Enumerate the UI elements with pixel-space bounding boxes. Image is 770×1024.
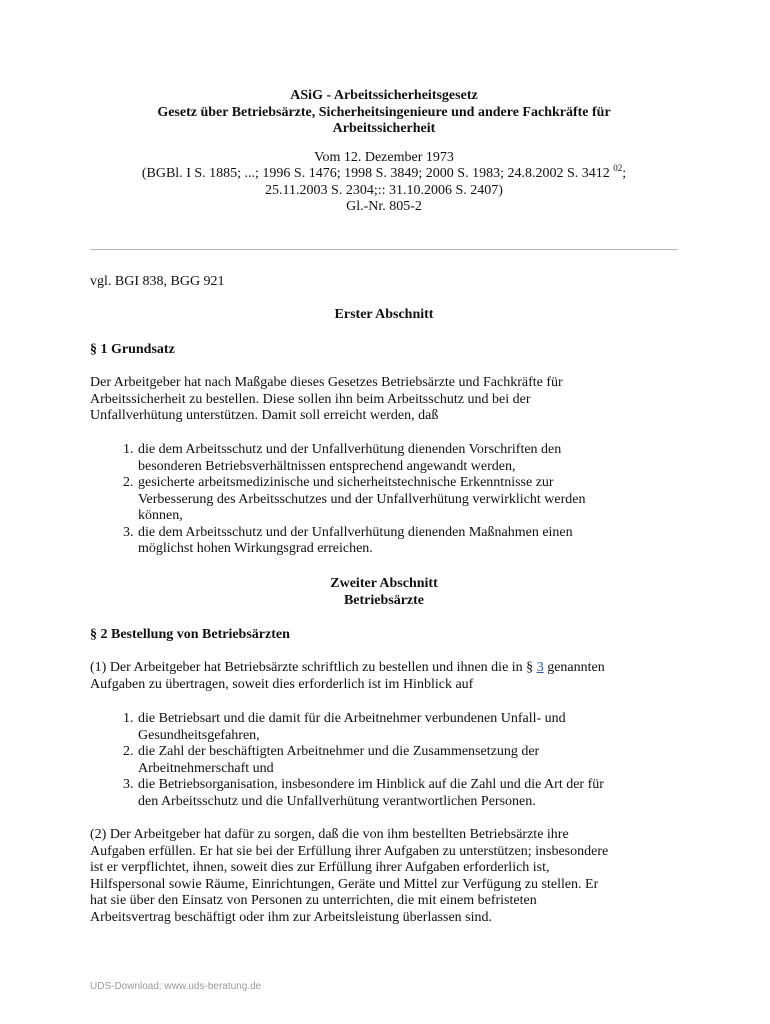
- list-item-line: können,: [138, 508, 183, 523]
- body-line: Der Arbeitgeber hat nach Maßgabe dieses Gesetzes Betriebsärzte und Fachkräfte für: [90, 375, 563, 390]
- paragraph-2-1: [90, 660, 678, 693]
- horizontal-divider: [90, 249, 678, 250]
- body-text: genannten: [543, 660, 605, 675]
- section-heading-line: Zweiter Abschnitt: [330, 576, 438, 591]
- body-line-with-link: [90, 660, 678, 677]
- list-item-line: Gesundheitsgefahren,: [138, 727, 260, 743]
- section-3-link[interactable]: 3: [536, 660, 544, 675]
- list-item: [137, 475, 725, 525]
- title-line: Arbeitssicherheit: [332, 121, 436, 136]
- body-line: (2) Der Arbeitgeber hat dafür zu sorgen, daß die von ihm bestellten Betriebsärzte ihre: [90, 827, 569, 842]
- title-line: Gesetz über Betriebsärzte, Sicherheitsingenieure und andere Fachkräfte für: [157, 104, 611, 120]
- gl-number: Gl.-Nr. 805-2: [346, 199, 422, 214]
- list-item-line: 1. die Betriebsart und die damit für die Arbeitnehmer verbundenen Unfall- und: [138, 711, 566, 726]
- list-item-line: Arbeitnehmerschaft und: [138, 760, 274, 776]
- body-line: Aufgaben zu übertragen, soweit dies erforderlich ist im Hinblick auf: [90, 676, 474, 692]
- law-metadata: [90, 150, 678, 216]
- bgbl-superscript: 02: [613, 163, 623, 173]
- section-1-list: [90, 442, 725, 558]
- paragraph-1-body: [90, 375, 678, 425]
- bgbl-citation-line: [90, 163, 678, 183]
- paragraph-title-1: § 1 Grundsatz: [90, 342, 175, 357]
- download-footer: UDS-Download: www.uds-beratung.de: [90, 981, 262, 992]
- section-heading-2: [90, 576, 678, 609]
- body-line: ist er verpflichtet, ihnen, soweit dies zur Erfüllung ihrer Aufgaben erforderlich ist,: [90, 860, 550, 875]
- list-item: [137, 744, 725, 777]
- bgbl-citation-text: (BGBl. I S. 1885; ...; 1996 S. 1476; 1998 S. 3849; 2000 S. 1983; 24.8.2002 S. 3412: [141, 166, 614, 181]
- title-line: ASiG - Arbeitssicherheitsgesetz: [290, 88, 478, 103]
- paragraph-title-2: § 2 Bestellung von Betriebsärzten: [90, 627, 290, 642]
- section-heading-line: Betriebsärzte: [343, 592, 425, 608]
- list-item-line: 1. die dem Arbeitsschutz und der Unfallverhütung dienenden Vorschriften den: [138, 442, 562, 457]
- body-line: Aufgaben erfüllen. Er hat sie bei der Erfüllung ihrer Aufgaben zu unterstützen; insbesondere: [90, 843, 609, 859]
- list-item-line: möglichst hohen Wirkungsgrad erreichen.: [138, 541, 373, 556]
- body-line: Unfallverhütung unterstützen. Damit soll erreicht werden, daß: [90, 408, 439, 423]
- list-item-line: 2. gesicherte arbeitsmedizinische und sicherheitstechnische Erkenntnisse zur: [138, 475, 554, 490]
- body-text: (1) Der Arbeitgeber hat Betriebsärzte schriftlich zu bestellen und ihnen die in §: [90, 660, 537, 675]
- section-heading-1: Erster Abschnitt: [334, 307, 434, 322]
- list-item-line: 2. die Zahl der beschäftigten Arbeitnehmer und die Zusammensetzung der: [138, 744, 540, 759]
- section-2-list: [90, 711, 725, 810]
- law-date: Vom 12. Dezember 1973: [314, 149, 454, 165]
- list-item-line: besonderen Betriebsverhältnissen entsprechend angewandt werden,: [138, 458, 516, 474]
- list-item-line: den Arbeitsschutz und die Unfallverhütung verantwortlichen Personen.: [138, 793, 536, 809]
- paragraph-2-2: [90, 827, 678, 926]
- body-line: Arbeitssicherheit zu bestellen. Diese sollen ihn beim Arbeitsschutz und bei der: [90, 391, 531, 407]
- list-item: [137, 442, 725, 475]
- list-item-line: 3. die dem Arbeitsschutz und der Unfallverhütung dienenden Maßnahmen einen: [138, 524, 573, 540]
- list-item-line: Verbesserung des Arbeitsschutzes und der Unfallverhütung verwirklicht werden: [138, 491, 586, 507]
- law-title: [90, 88, 678, 138]
- body-line: Hilfspersonal sowie Räume, Einrichtungen, Geräte und Mittel zur Verfügung zu stellen. Er: [90, 876, 599, 892]
- list-item: [137, 711, 725, 744]
- bgbl-citation-end: ;: [622, 166, 627, 181]
- list-item-line: 3. die Betriebsorganisation, insbesondere im Hinblick auf die Zahl und die Art der für: [138, 777, 604, 792]
- list-item: [137, 777, 725, 810]
- bgbl-citation-line-2: 25.11.2003 S. 2304;:: 31.10.2006 S. 2407): [265, 182, 503, 198]
- body-line: hat sie über den Einsatz von Personen zu unterrichten, die mit einem befristeten: [90, 893, 537, 908]
- list-item: [137, 525, 725, 558]
- document-header: [90, 88, 678, 216]
- reference-line: vgl. BGI 838, BGG 921: [90, 274, 225, 289]
- body-line: Arbeitsvertrag beschäftigt oder ihm zur Arbeitsleistung überlassen sind.: [90, 909, 493, 925]
